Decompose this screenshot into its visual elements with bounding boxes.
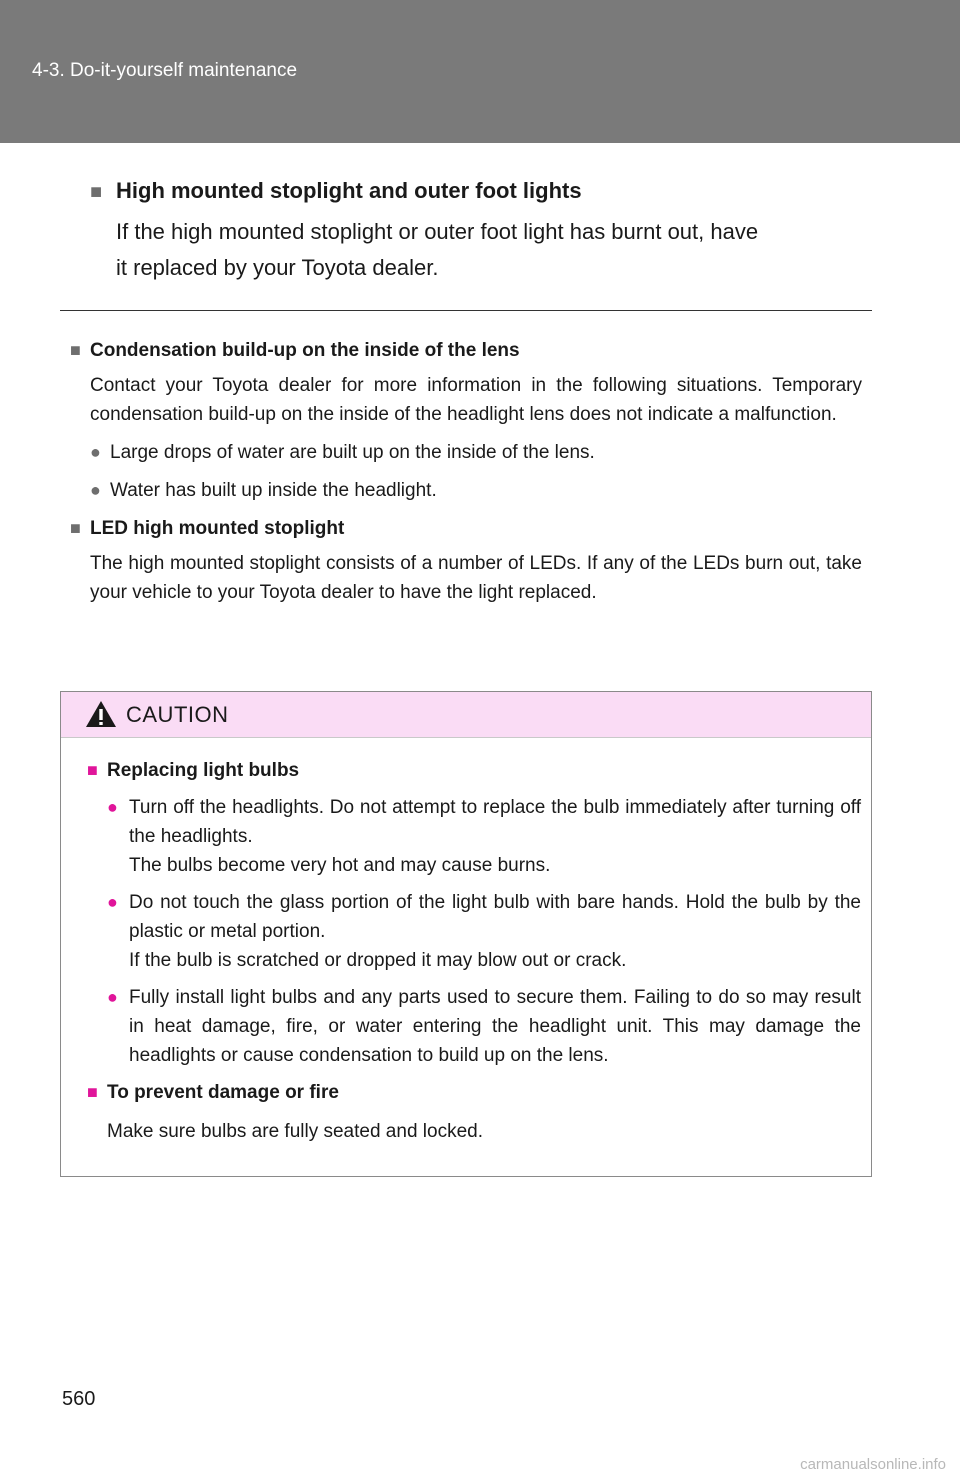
note-title-condensation [70,336,862,365]
notes-section [70,336,862,607]
list-item-text: Large drops of water are built up on the inside of the lens. [110,442,595,463]
caution-item [107,888,861,975]
main-section [90,178,870,286]
main-body [90,214,870,286]
dot-bullet-icon: ● [107,797,118,817]
main-heading-text: High mounted stoplight and outer foot lights [116,178,582,203]
list-item [70,476,862,505]
dot-bullet-icon: ● [90,480,101,500]
warning-triangle-icon [85,700,117,728]
main-body-line-1: If the high mounted stoplight or outer foot light has burnt out, have [116,219,759,244]
caution-label: CAUTION [126,702,229,727]
main-heading [90,178,870,204]
square-bullet-icon: ■ [70,340,81,360]
section-title: 4-3. Do-it-yourself maintenance [32,60,298,81]
note-title-text: Condensation build-up on the inside of the lens [90,340,520,361]
note-title-led [70,514,862,543]
caution-title-replacing [87,756,861,785]
caution-body-text: Make sure bulbs are fully seated and locked. [107,1121,483,1142]
note-body-led: The high mounted stoplight consists of a number of LEDs. If any of the LEDs burn out, take your vehicle to your Toyota dealer to have the light replaced. [90,553,862,603]
main-body-line-2: it replaced by your Toyota dealer. [116,255,439,280]
dot-bullet-icon: ● [90,442,101,462]
caution-item-text: Turn off the headlights. Do not attempt to replace the bulb immediately after turning off the headlights. [129,797,861,847]
divider [60,310,872,311]
caution-body [87,756,861,1146]
square-bullet-icon: ■ [87,760,98,780]
caution-title-fire [87,1078,861,1107]
caution-title-text: To prevent damage or fire [107,1082,339,1103]
list-item-text: Water has built up inside the headlight. [110,480,437,501]
caution-item [107,793,861,880]
page-header [0,0,960,143]
dot-bullet-icon: ● [107,987,118,1007]
caution-header [61,692,871,738]
caution-item-text: Fully install light bulbs and any parts used to secure them. Failing to do so may result in heat damage, fire, or water entering the headlight unit. This may damage the headlights or cause condensation to build up on the lens. [129,987,861,1066]
square-bullet-icon: ■ [87,1082,98,1102]
page-number: 560 [62,1388,96,1410]
caution-item-text: Do not touch the glass portion of the light bulb with bare hands. Hold the bulb by the plastic or metal portion. [129,892,861,942]
caution-item-sub: If the bulb is scratched or dropped it may blow out or crack. [129,950,627,971]
note-title-text: LED high mounted stoplight [90,518,345,539]
note-body-condensation: Contact your Toyota dealer for more information in the following situations. Temporary condensation build-up on the inside of the headlight lens does not indicate a malfunction. [90,375,862,425]
caution-box [60,691,872,1177]
caution-title-text: Replacing light bulbs [107,760,300,781]
watermark: carmanualsonline.info [800,1456,946,1473]
dot-bullet-icon: ● [107,892,118,912]
square-bullet-icon: ■ [90,181,103,203]
caution-item [107,983,861,1070]
list-item [70,438,862,467]
square-bullet-icon: ■ [70,518,81,538]
caution-item-sub: The bulbs become very hot and may cause burns. [129,855,551,876]
